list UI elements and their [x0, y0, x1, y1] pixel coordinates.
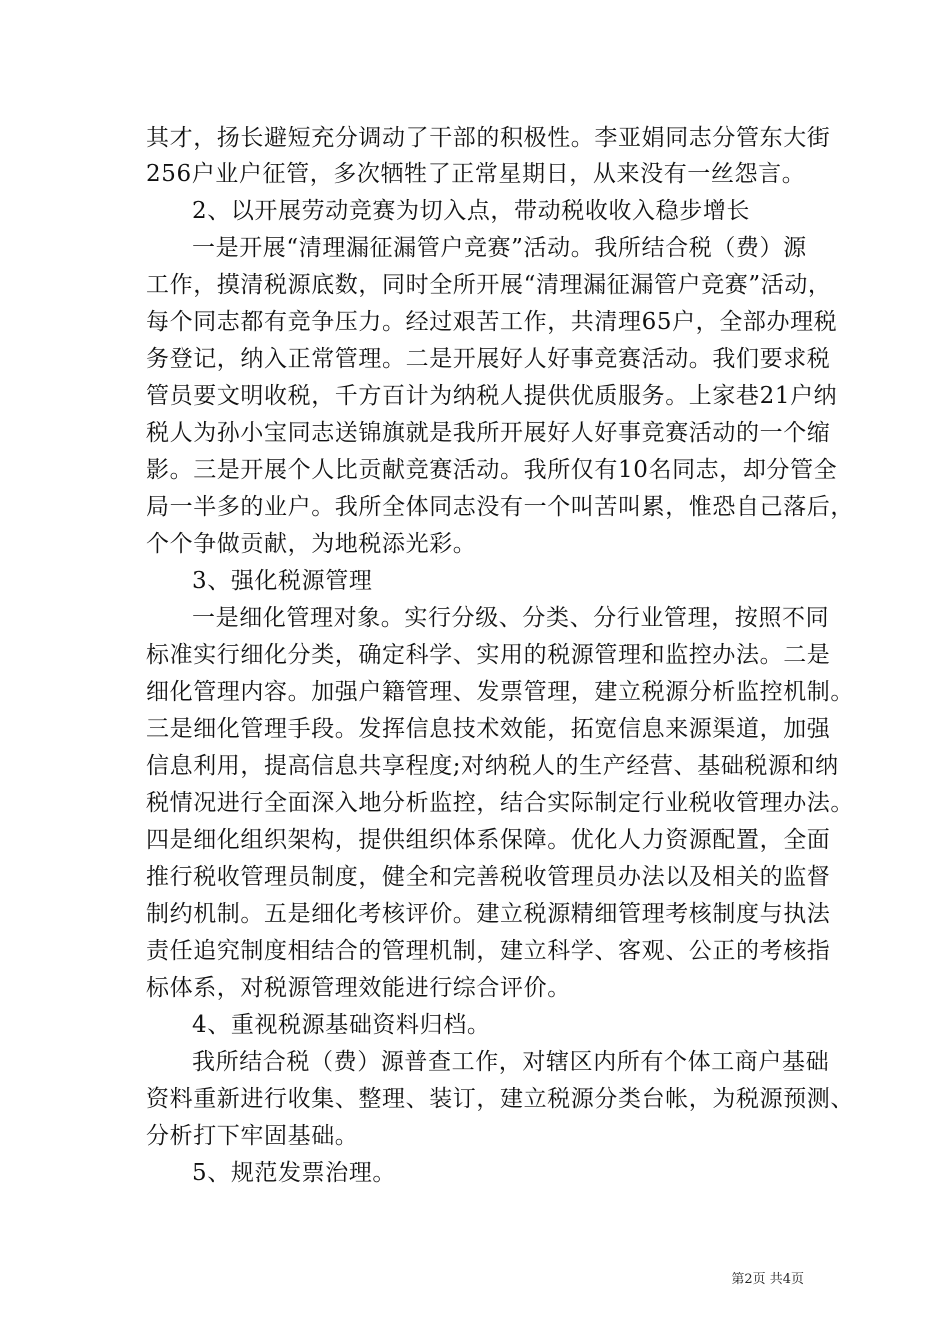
text-line-21: 推行税收管理员制度，健全和完善税收管理员办法以及相关的监督 — [146, 864, 831, 890]
text-line-15: 标准实行细化分类，确定科学、实用的税源管理和监控办法。二是 — [146, 642, 831, 668]
page-number: 第2页 共4页 — [731, 1272, 804, 1287]
section-heading-3: 3、强化税源管理 — [192, 568, 373, 594]
text-line-14: 一是细化管理对象。实行分级、分类、分行业管理，按照不同 — [192, 605, 830, 631]
text-line-10: 影。三是开展个人比贡献竞赛活动。我所仅有10名同志，却分管全 — [146, 457, 838, 483]
text-line-16: 细化管理内容。加强户籍管理、发票管理，建立税源分析监控机制。 — [146, 679, 854, 705]
text-line-23: 责任追究制度相结合的管理机制，建立科学、客观、公正的考核指 — [146, 938, 831, 964]
text-line-1: 其才，扬长避短充分调动了干部的积极性。李亚娟同志分管东大街 — [146, 125, 831, 151]
text-line-8: 管员要文明收税，千方百计为纳税人提供优质服务。上家巷21户纳 — [146, 383, 838, 409]
text-line-7: 务登记，纳入正常管理。二是开展好人好事竞赛活动。我们要求税 — [146, 346, 831, 372]
text-line-9: 税人为孙小宝同志送锦旗就是我所开展好人好事竞赛活动的一个缩 — [146, 420, 831, 446]
text-line-2: 256户业户征管，多次牺牲了正常星期日，从来没有一丝怨言。 — [146, 161, 806, 187]
section-heading-5: 5、规范发票治理。 — [192, 1160, 397, 1186]
text-line-24: 标体系，对税源管理效能进行综合评价。 — [146, 975, 571, 1001]
text-line-19: 税情况进行全面深入地分析监控，结合实际制定行业税收管理办法。 — [146, 790, 854, 816]
text-line-27: 资料重新进行收集、整理、装订，建立税源分类台帐，为税源预测、 — [146, 1086, 854, 1112]
text-line-26: 我所结合税（费）源普查工作，对辖区内所有个体工商户基础 — [192, 1049, 830, 1075]
text-line-28: 分析打下牢固基础。 — [146, 1123, 359, 1149]
text-line-20: 四是细化组织架构，提供组织体系保障。优化人力资源配置，全面 — [146, 827, 831, 853]
text-line-4: 一是开展“清理漏征漏管户竞赛”活动。我所结合税（费）源 — [192, 235, 807, 261]
text-line-6: 每个同志都有竞争压力。经过艰苦工作，共清理65户，全部办理税 — [146, 309, 838, 335]
section-heading-2: 2、以开展劳动竞赛为切入点，带动税收收入稳步增长 — [192, 198, 751, 224]
text-line-12: 个个争做贡献，为地税添光彩。 — [146, 531, 477, 557]
section-heading-4: 4、重视税源基础资料归档。 — [192, 1012, 491, 1038]
text-line-22: 制约机制。五是细化考核评价。建立税源精细管理考核制度与执法 — [146, 901, 831, 927]
text-line-17: 三是细化管理手段。发挥信息技术效能，拓宽信息来源渠道，加强 — [146, 716, 831, 742]
text-line-11: 局一半多的业户。我所全体同志没有一个叫苦叫累，惟恐自己落后， — [146, 494, 854, 520]
text-line-18: 信息利用，提高信息共享程度;对纳税人的生产经营、基础税源和纳 — [146, 753, 839, 779]
text-line-5: 工作，摸清税源底数，同时全所开展“清理漏征漏管户竞赛”活动， — [146, 272, 832, 298]
